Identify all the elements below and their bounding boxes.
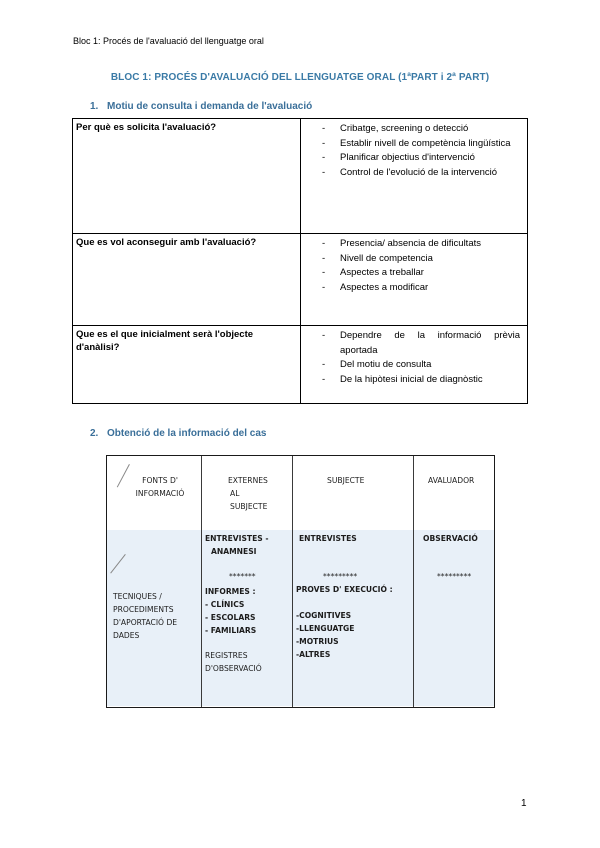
table-row xyxy=(73,234,528,326)
list-item: - Dependre de la informació prèvia aportada xyxy=(322,329,520,358)
section-2-title: Obtenció de la informació del cas xyxy=(107,428,267,439)
avaluador-column-content: OBSERVACIÓ ********* xyxy=(423,534,478,581)
page-number: 1 xyxy=(521,798,527,809)
list-item: - Establir nivell de competència lingüística xyxy=(322,137,520,152)
question-cell: Que es el que inicialment serà l'objecte d'anàlisi? xyxy=(73,326,301,404)
consultation-table xyxy=(72,118,528,404)
list-item: - Presencia/ absencia de dificultats xyxy=(322,237,520,252)
running-header: Bloc 1: Procés de l'avaluació del llenguatge oral xyxy=(73,36,264,46)
answer-list xyxy=(304,328,524,387)
header-subjecte: SUBJECTE xyxy=(327,476,365,485)
list-item: - Aspectes a modificar xyxy=(322,281,520,296)
list-item: - Del motiu de consulta xyxy=(322,358,520,373)
section-1-number: 1. xyxy=(90,101,99,112)
answer-list xyxy=(304,236,524,295)
row-label-techniques: TECNIQUES / PROCEDIMENTS D'APORTACIÓ DE DADES xyxy=(113,592,178,640)
section-1-heading xyxy=(90,101,312,112)
column-divider xyxy=(201,456,202,707)
document-title: BLOC 1: PROCÉS D'AVALUACIÓ DEL LLENGUATGE ORAL (1ªPART i 2ª PART) xyxy=(110,72,490,83)
subjecte-column-content: ENTREVISTES ********* PROVES D' EXECUCIÓ : -COGNITIVES -LLENGUATGE -MOTRIUS -ALTRES xyxy=(296,534,393,659)
section-1-title: Motiu de consulta i demanda de l'avaluació xyxy=(107,101,313,112)
answers-cell xyxy=(301,326,528,404)
answers-cell xyxy=(301,234,528,326)
list-item: - Control de l'evolució de la intervenció xyxy=(322,166,520,181)
answers-cell xyxy=(301,119,528,234)
column-divider xyxy=(292,456,293,707)
list-item: - Cribatge, screening o detecció xyxy=(322,122,520,137)
header-externes: EXTERNES AL SUBJECTE xyxy=(228,476,268,511)
list-item: - Nivell de competencia xyxy=(322,252,520,267)
information-sources-table xyxy=(106,455,495,708)
header-corner-label: FONTS D' INFORMACIÓ xyxy=(135,476,185,498)
answer-list xyxy=(304,121,524,180)
header-avaluador: AVALUADOR xyxy=(428,476,475,485)
table-row xyxy=(73,119,528,234)
question-cell: Que es vol aconseguir amb l'avaluació? xyxy=(73,234,301,326)
section-2-heading xyxy=(90,428,267,439)
table-row xyxy=(73,326,528,404)
list-item: - Planificar objectius d'intervenció xyxy=(322,151,520,166)
section-2-number: 2. xyxy=(90,428,99,439)
question-cell: Per què es solicita l'avaluació? xyxy=(73,119,301,234)
column-divider xyxy=(413,456,414,707)
list-item: - Aspectes a treballar xyxy=(322,266,520,281)
externes-column-content: ENTREVISTES - ANAMNESI ******* INFORMES : - CLÍNICS - ESCOLARS - FAMILIARS REGISTRES D'OBSERVACIÓ xyxy=(205,534,269,673)
list-item: - De la hipòtesi inicial de diagnòstic xyxy=(322,373,520,388)
